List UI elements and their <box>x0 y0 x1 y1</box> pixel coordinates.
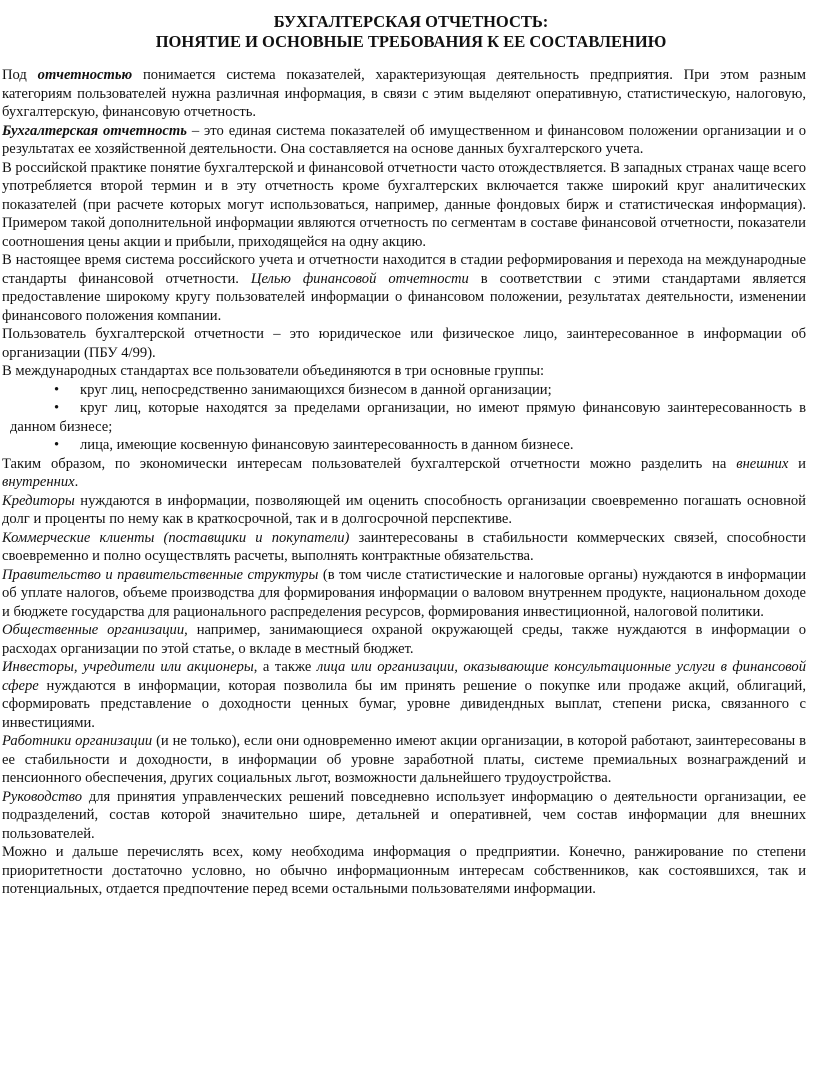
text-run: (в том числе статистические и налоговые органы) нуждаются в информации об уплате налогов, объеме производства для формирования информации о валовом внутреннем продукте, национальном доходе и бюджете государства для рационального распределения ресурсов, формирования инвестиционной, налоговой политики. <box>2 566 807 620</box>
text-run: заинтересованы в стабильности коммерческих связей, способности своевременно и полно осуществлять расчеты, выполнять контрактные обязательства. <box>2 529 806 564</box>
paragraph-employees <box>2 732 806 788</box>
text-run: для принятия управленческих решений повседневно использует информацию о деятельности организации, ее подразделений, состав которой значительно шире, детальней и оперативней, чем состав информации для внешних пользователей. <box>2 788 806 842</box>
paragraph-user-definition: Пользователь бухгалтерской отчетности – это юридическое или физическое лицо, заинтересованное в информации об организации (ПБУ 4/99). <box>2 326 806 361</box>
text-run: и <box>788 455 806 472</box>
text-run: . <box>74 474 79 490</box>
term-creditors: Кредиторы <box>2 492 75 509</box>
list-item <box>2 436 806 455</box>
text-run: – это единая система показателей об имущественном и финансовом положении организации и о результатах ее хозяйственной деятельности. Она составляется на основе данных бухгалтерского учета. <box>2 122 807 157</box>
term-management: Руководство <box>2 788 83 805</box>
text-run: , а также <box>253 659 317 675</box>
term-public-organizations: Общественные организации <box>2 622 185 638</box>
term-commercial-clients: Коммерческие клиенты (поставщики и покупатели) <box>2 529 350 546</box>
bullet-icon: • <box>54 400 60 416</box>
bullet-icon: • <box>54 381 60 398</box>
paragraph-reform <box>2 251 806 325</box>
term-external: внешних <box>736 455 789 472</box>
page-title <box>2 12 806 52</box>
paragraph-definition-reporting <box>2 66 806 122</box>
paragraph-user-groups: В международных стандартах все пользователи объединяются в три основные группы: <box>2 363 545 379</box>
paragraph-creditors <box>2 492 806 529</box>
paragraph-definition-accounting-reporting <box>2 122 806 159</box>
title-line-2: ПОНЯТИЕ И ОСНОВНЫЕ ТРЕБОВАНИЯ К ЕЕ СОСТАВЛЕНИЮ <box>155 32 667 51</box>
bullet-icon: • <box>54 437 60 453</box>
list-item-text: лица, имеющие косвенную финансовую заинтересованность в данном бизнесе. <box>80 437 574 453</box>
text-run: нуждаются в информации, которая позволила бы им принять решение о покупке или продаже акций, облигаций, сформировать представление о доходности ценных бумаг, уровне дивидендных выплат, степени риска, связанного с инвестициями. <box>2 677 806 731</box>
paragraph-internal-external <box>2 455 806 492</box>
term-investors: Инвесторы, учредители или акционеры <box>2 659 254 675</box>
term-consultants: лица или организации, оказывающие консультационные услуги в финансовой сфере <box>2 659 806 694</box>
paragraph-conclusion: Можно и дальше перечислять всех, кому необходима информация о предприятии. Конечно, ранжирование по степени приоритетности достаточно условно, но обычно информационным интересам собственников, как состоявшихся, так и потенциальных, отдается предпочтение перед всеми остальными пользователями информации. <box>2 844 806 897</box>
term-government: Правительство и правительственные структуры <box>2 566 319 583</box>
user-groups-list <box>2 381 806 455</box>
paragraph-public-organizations <box>2 621 806 658</box>
text-run: в соответствии с этими стандартами является предоставление широкому кругу пользователей информации о финансовом положении, результатах деятельности, изменении финансового положения компании. <box>2 270 806 324</box>
term-employees: Работники организации <box>2 733 153 749</box>
list-item <box>2 381 806 400</box>
term-goal-financial-reporting: Целью финансовой отчетности <box>250 270 469 287</box>
text-run: Таким образом, по экономически интересам пользователей бухгалтерской отчетности можно разделить на <box>2 455 737 472</box>
term-accounting-reporting: Бухгалтерская отчетность <box>2 122 187 139</box>
text-run: (и не только), если они одновременно имеют акции организации, в которой работают, заинтересованы в ее стабильности и доходности, в информации об уровне заработной платы, системе премиальных вознаграждений и пенсионного обеспечения, других социальных льгот, возможности дальнейшего трудоустройства. <box>2 733 806 786</box>
paragraph-investors <box>2 658 806 732</box>
term-reporting: отчетностью <box>37 67 133 83</box>
text-run: В настоящее время система российского учета и отчетности находится в стадии реформирования и перехода на международные стандарты финансовой отчетности. <box>2 252 806 287</box>
term-internal: внутренних <box>2 474 75 490</box>
text-run: понимается система показателей, характеризующая деятельность предприятия. При этом разным категориям пользователей нужна различная информация, в связи с этим выделяют оперативную, статистическую, налоговую, бухгалтерскую, финансовую отчетность. <box>2 67 806 120</box>
title-line-1: БУХГАЛТЕРСКАЯ ОТЧЕТНОСТЬ: <box>273 12 549 31</box>
paragraph-russian-practice: В российской практике понятие бухгалтерской и финансовой отчетности часто отождествляется. В западных странах чаще всего употребляется второй термин и в эту отчетность кроме бухгалтерских включается также широкий круг аналитических показателей (при расчете которых могут использоваться, например, данные фондовых бирж и статистическая информация). Примером такой дополнительной информации являются отчетность по сегментам в составе финансовой отчетности, показатели соотношения цены акции и прибыли, приходящейся на одну акцию. <box>2 159 806 250</box>
paragraph-commercial-clients <box>2 529 806 566</box>
text-run: Под <box>2 67 38 83</box>
list-item <box>2 399 806 436</box>
paragraph-management <box>2 788 806 844</box>
text-run: нуждаются в информации, позволяющей им оценить способность организации своевременно погашать основной долг и проценты по нему как в краткосрочной, так и в долгосрочной перспективе. <box>2 492 806 527</box>
text-run: , например, занимающиеся охраной окружающей среды, также нуждаются в информации о расходах организации по этой статье, о вкладе в местный бюджет. <box>2 622 806 657</box>
paragraph-government <box>2 566 806 622</box>
list-item-text: круг лиц, которые находятся за пределами организации, но имеют прямую финансовую заинтересованность в данном бизнесе; <box>10 400 806 435</box>
list-item-text: круг лиц, непосредственно занимающихся бизнесом в данной организации; <box>80 381 552 398</box>
